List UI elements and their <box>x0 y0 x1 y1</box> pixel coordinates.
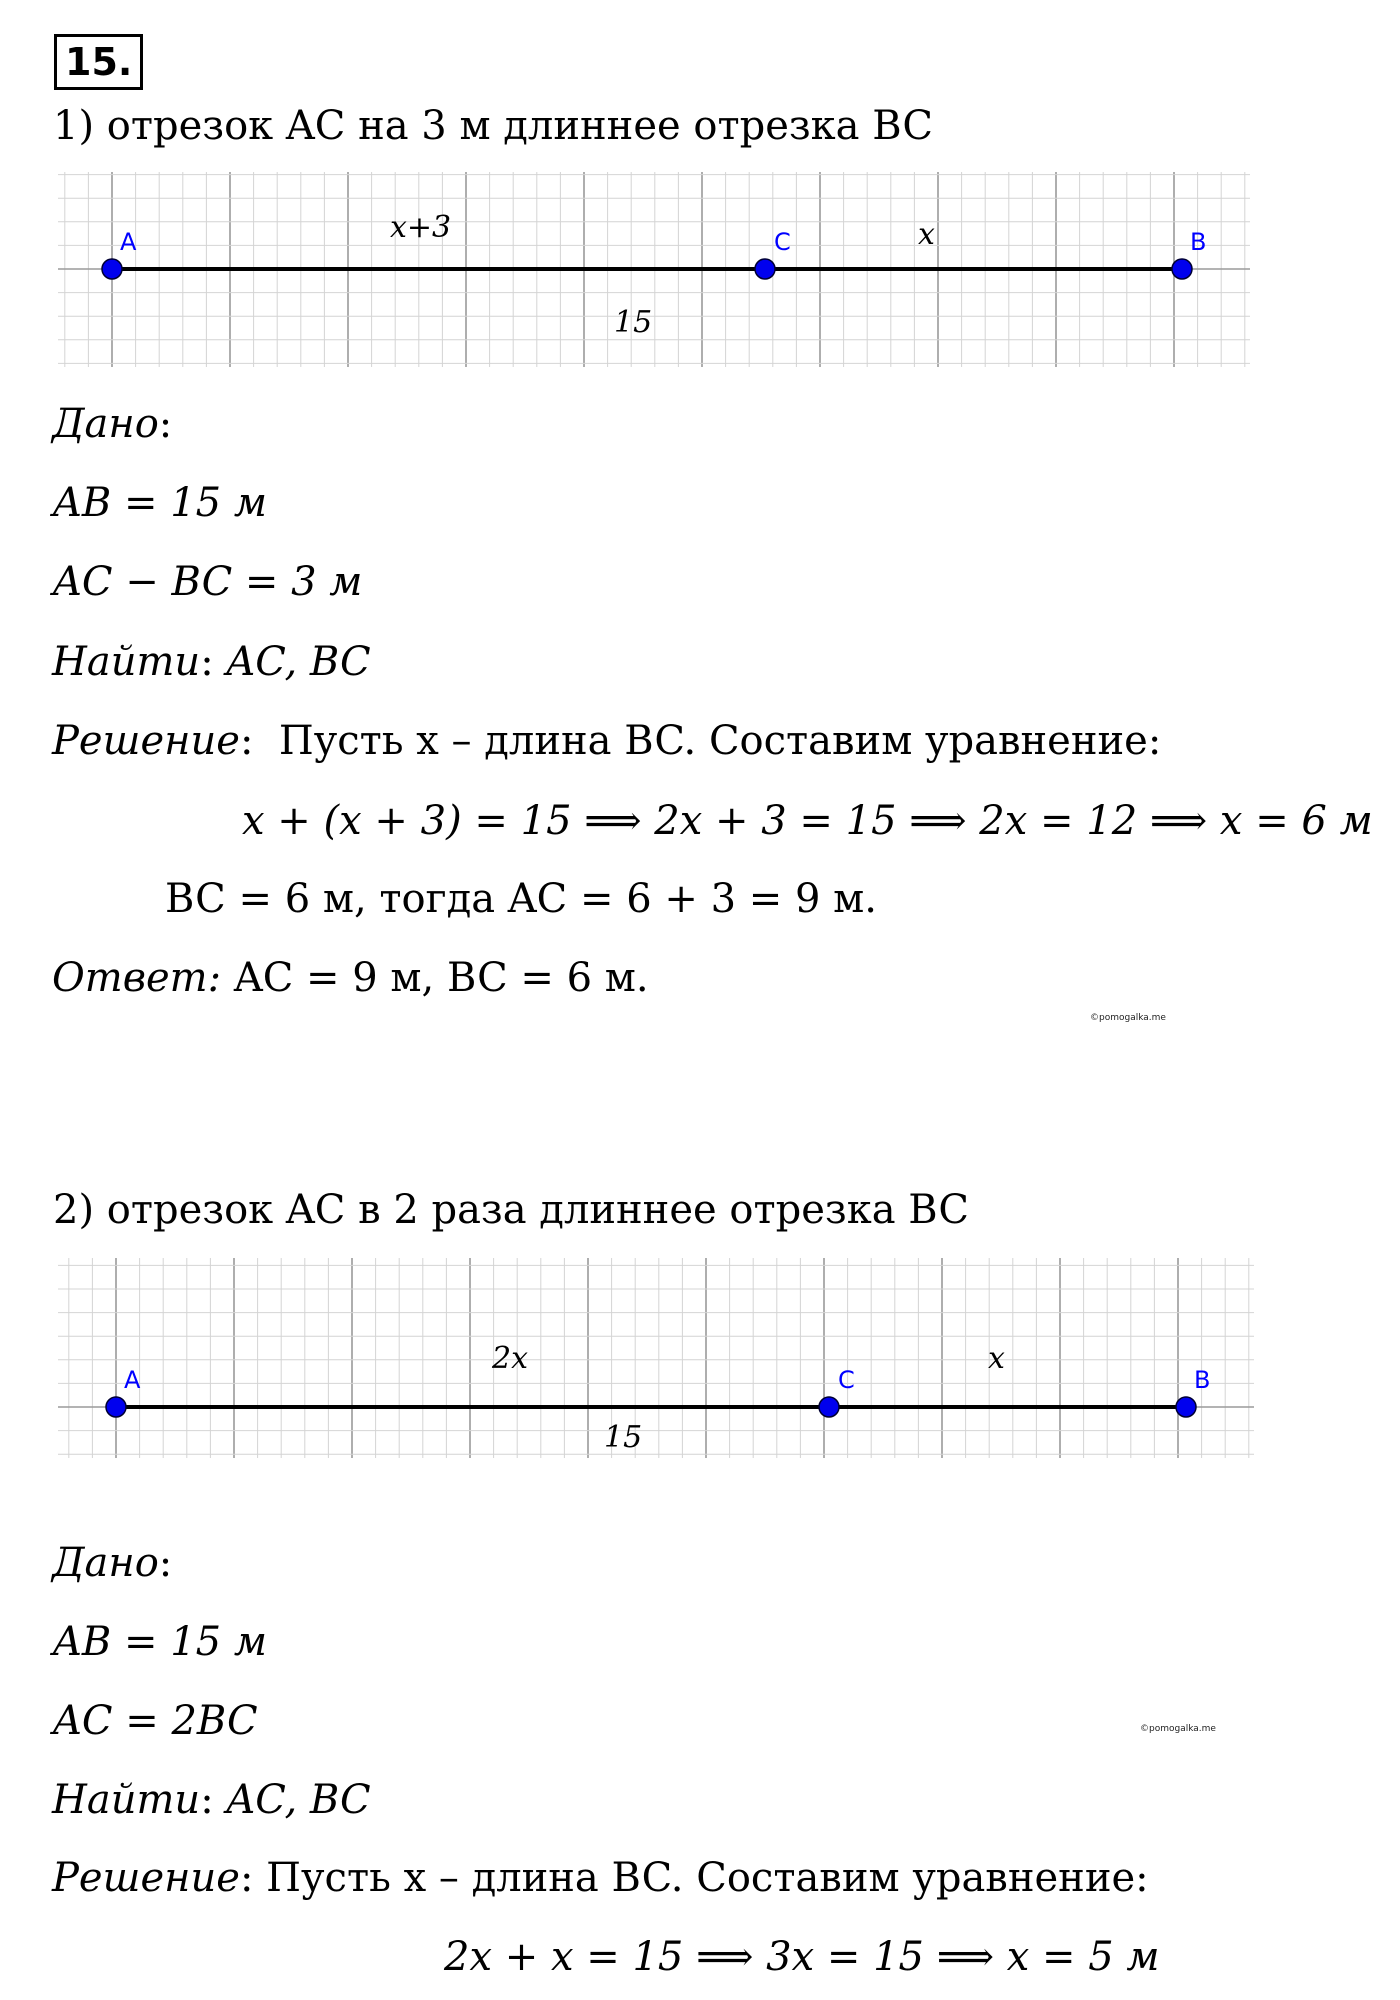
part1-find-label: Найти <box>52 639 201 685</box>
part2-point-a <box>106 1397 126 1417</box>
part2-cb-label: x <box>988 1341 1005 1376</box>
part1-answer <box>52 952 649 1004</box>
part1-total-label: 15 <box>614 305 653 340</box>
part2-point-b-label: B <box>1194 1366 1211 1394</box>
part2-segment-diagram <box>58 1258 1258 1458</box>
part1-dano: Дано: <box>52 401 173 447</box>
part2-given2: AC = 2BC <box>53 1698 258 1744</box>
part2-solution: Решение: Пусть x – длина BC. Составим уравнение: <box>52 1855 1149 1901</box>
part1-solution-label: Решение <box>52 718 240 764</box>
part1-find: Найти: AC, BC <box>52 639 371 685</box>
part1-segment-diagram <box>58 172 1258 372</box>
part2-find: Найти: AC, BC <box>52 1777 371 1823</box>
part1-point-c-label: C <box>774 228 791 256</box>
part2-equation: 2x + x = 15 ⟹ 3x = 15 ⟹ x = 5 м <box>444 1934 1160 1980</box>
part1-answer-value: AC = 9 м, BC = 6 м. <box>233 955 649 1001</box>
part1-point-c <box>755 259 775 279</box>
part2-title: 2) отрезок AC в 2 раза длиннее отрезка BC <box>53 1187 969 1233</box>
part2-find-label: Найти <box>52 1777 201 1823</box>
part1-cb-label: x <box>918 217 935 252</box>
part1-ac-label: x+3 <box>390 210 452 245</box>
part1-solution: Решение: Пусть x – длина BC. Составим уравнение: <box>52 718 1162 764</box>
part1-result: BC = 6 м, тогда AC = 6 + 3 = 9 м. <box>165 876 877 922</box>
part2-solution-text: Пусть x – длина BC. Составим уравнение: <box>266 1855 1149 1901</box>
part1-answer-label: Ответ: <box>52 955 222 1001</box>
part2-solution-label: Решение <box>52 1855 240 1901</box>
part2-total-label: 15 <box>604 1420 643 1455</box>
part2-find-value: AC, BC <box>226 1777 371 1823</box>
part1-dano-label: Дано <box>52 401 159 447</box>
part1-find-value: AC, BC <box>226 639 371 685</box>
part2-given1: AB = 15 м <box>53 1619 268 1665</box>
part2-grid <box>58 1258 1254 1458</box>
part1-title: 1) отрезок AC на 3 м длиннее отрезка BC <box>53 103 933 149</box>
part2-point-b <box>1176 1397 1196 1417</box>
problem-number: 15. <box>54 34 143 90</box>
part1-given1: AB = 15 м <box>53 480 268 526</box>
part1-point-b <box>1172 259 1192 279</box>
part2-point-a-label: A <box>124 1366 141 1394</box>
part2-dano: Дано: <box>52 1540 173 1586</box>
part2-dano-label: Дано <box>52 1540 159 1586</box>
part1-equation: x + (x + 3) = 15 ⟹ 2x + 3 = 15 ⟹ 2x = 12 ⟹ x = 6 м <box>242 798 1373 844</box>
part1-solution-text: Пусть x – длина BC. Составим уравнение: <box>278 718 1162 764</box>
part1-given2: AC − BC = 3 м <box>53 559 363 605</box>
part1-point-b-label: B <box>1190 228 1207 256</box>
part1-watermark: ©pomogalka.me <box>1090 1013 1166 1023</box>
part2-point-c-label: C <box>838 1366 855 1394</box>
part1-point-a <box>102 259 122 279</box>
part2-point-c <box>819 1397 839 1417</box>
part2-ac-label: 2x <box>492 1341 529 1376</box>
part1-point-a-label: A <box>120 228 137 256</box>
part2-watermark: ©pomogalka.me <box>1140 1724 1216 1734</box>
